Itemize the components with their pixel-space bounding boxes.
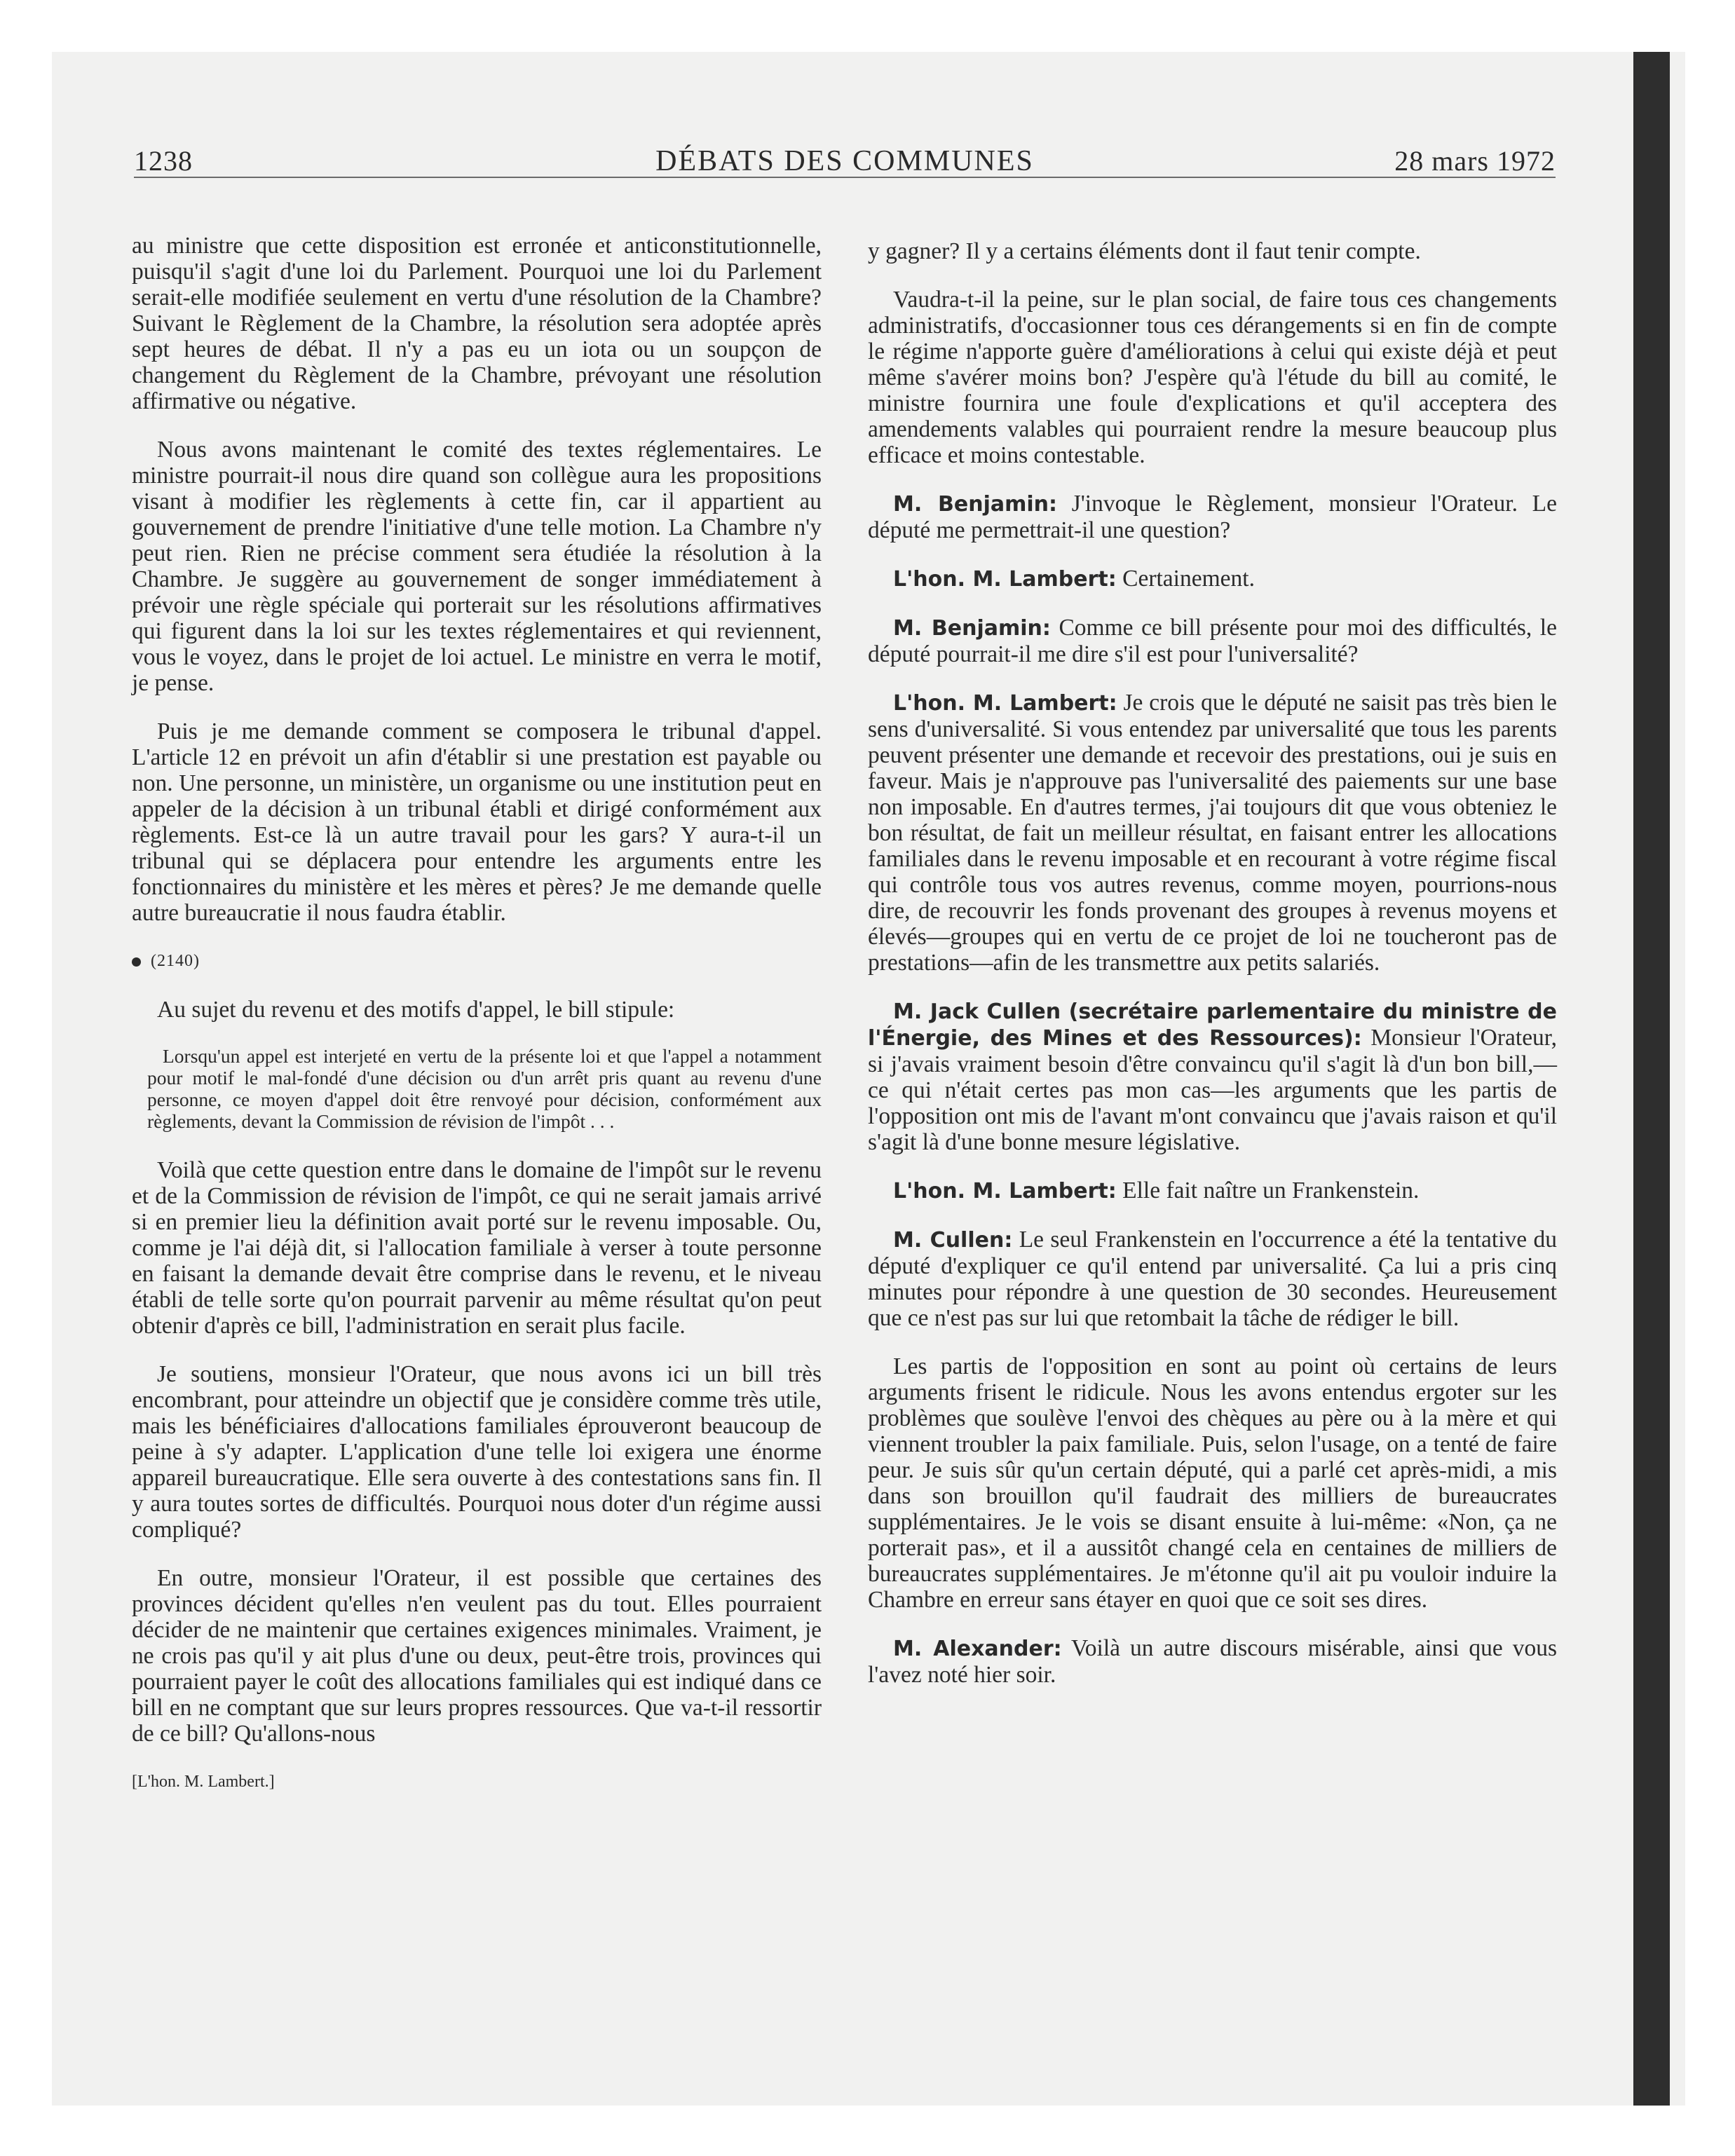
- paragraph: Vaudra-t-il la peine, sur le plan social, de faire tous ces changements administratifs, d'occasionner tous ces dérangements si en fin de compte le régime n'apporte guère d'améliorations à celui qui existe déjà et peut même s'avérer moins bon? J'espère qu'à l'étude du bill au comité, le ministre fournira une foule d'explications et qu'il acceptera des amendements valables qui pourraient rendre la mesure beaucoup plus efficace et moins contestable.: [868, 287, 1557, 468]
- speech-text: Voilà un autre discours misérable, ainsi que vous l'avez noté hier soir.: [868, 1635, 1557, 1688]
- paragraph: Nous avons maintenant le comité des textes réglementaires. Le ministre pourrait-il nous dire quand son collègue aura les propositions visant à modifier les règlements à cette fin, car il appartient au gouvernement de prendre l'initiative d'une telle motion. La Chambre n'y peut rien. Rien ne précise comment sera étudiée la résolution à la Chambre. Je suggère au gouvernement de songer immédiatement à prévoir une règle spéciale qui porterait sur les résolutions affirmatives qui figurent dans la loi sur les textes réglementaires et qui reviennent, vous le voyez, dans le projet de loi actuel. Le ministre en verra le motif, je pense.: [132, 437, 822, 696]
- block-quote: [147, 1045, 822, 1132]
- speech: [868, 998, 1557, 1155]
- paragraph: Au sujet du revenu et des motifs d'appel, le bill stipule:: [157, 997, 675, 1023]
- paragraph: au ministre que cette disposition est erronée et anticonstitutionnelle, puisqu'il s'agit d'une loi du Parlement. Pourquoi une loi du Parlement serait-elle modifiée seulement en vertu d'une résolution de la Chambre? Suivant le Règlement de la Chambre, la résolution sera adoptée après sept heures de débat. Il n'y a pas eu un iota ou un soupçon de changement du Règlement de la Chambre, prévoyant une résolution affirmative ou négative.: [132, 233, 822, 414]
- speech: [868, 1227, 1557, 1331]
- right-column: [868, 238, 1557, 1710]
- page-header: [134, 144, 1556, 185]
- speech: [868, 1178, 1557, 1204]
- left-column: [132, 233, 822, 1817]
- speaker-name: M. Jack Cullen (secrétaire parlementaire du ministre de l'Énergie, des Mines et des Ressources):: [868, 999, 1557, 1051]
- speech: [868, 615, 1557, 667]
- speech-text: Comme ce bill présente pour moi des difficultés, le député pourrait-il me dire s'il est pour l'universalité?: [868, 615, 1557, 667]
- scan-edge-shadow: [1633, 52, 1670, 2106]
- speech-text: Monsieur l'Orateur, si j'avais vraiment besoin d'être convaincu qu'il s'agit là d'un bon bill,—ce qui n'était certes pas mon cas—les arguments que les partis de l'opposition ont mis de l'avant m'ont convaincu que j'avais raison et qu'il s'agit là d'une bonne mesure législative.: [868, 1025, 1557, 1155]
- paragraph: Puis je me demande comment se composera le tribunal d'appel. L'article 12 en prévoit un afin d'établir si une prestation est payable ou non. Une personne, un ministère, un organisme ou une institution peut en appeler de la décision à un tribunal établi et dirigé conformément aux règlements. Est-ce là un autre travail pour les gars? Y aura-t-il un tribunal qui se déplacera pour entendre les arguments entre les fonctionnaires du ministère et les mères et pères? Je me demande quelle autre bureaucratie il nous faudra établir.: [132, 718, 822, 926]
- speaker-name: L'hon. M. Lambert:: [893, 1179, 1117, 1203]
- header-rule: [134, 177, 1556, 178]
- speaker-name: L'hon. M. Lambert:: [893, 691, 1117, 716]
- speaker-name: M. Benjamin:: [893, 492, 1058, 517]
- paragraph: En outre, monsieur l'Orateur, il est possible que certaines des provinces décident qu'elles n'en veulent pas du tout. Elles pourraient décider de ne maintenir que certaines exigences minimales. Vraiment, je ne crois pas qu'il y ait plus d'une ou deux, peut-être trois, provinces qui pourraient payer le coût des allocations familiales qui est indiqué dans ce bill en ne comptant que sur leurs propres ressources. Que va-t-il ressortir de ce bill? Qu'allons-nous: [132, 1565, 822, 1747]
- speech: [868, 566, 1557, 592]
- paragraph: Les partis de l'opposition en sont au point où certains de leurs arguments frisent le ridicule. Nous les avons entendus ergoter sur les problèmes que soulève l'envoi des chèques au père ou à la mère et qui viennent troubler la paix familiale. Puis, selon l'usage, on a tenté de faire peur. Je suis sûr qu'un certain député, qui a parlé cet après-midi, a mis dans son brouillon qu'il faudrait des milliers de bureaucrates supplémentaires. Je le vois se disant ensuite à lui-même: «Non, ça ne porterait pas», et il a aussitôt changé cela en centaines de milliers de bureaucrates supplémentaires. Je m'étonne qu'il ait pu vouloir induire la Chambre en erreur sans étayer en quoi que ce soit ses dires.: [868, 1353, 1557, 1613]
- bullet-icon: [132, 957, 141, 967]
- paragraph: Voilà que cette question entre dans le domaine de l'impôt sur le revenu et de la Commission de révision de l'impôt, ce qui ne serait jamais arrivé si en premier lieu la définition avait porté sur le revenu imposable. Ou, comme je l'ai déjà dit, si l'allocation familiale à verser à toute personne en faisant la demande devait être comprise dans le revenu, et le niveau établi de telle sorte qu'on pourrait parvenir au même résultat qu'on peut obtenir d'après ce bill, l'administration en serait plus facile.: [132, 1157, 822, 1339]
- speaker-name: L'hon. M. Lambert:: [893, 567, 1117, 592]
- paragraph: Je soutiens, monsieur l'Orateur, que nous avons ici un bill très encombrant, pour atteindre un objectif que je considère comme très utile, mais les bénéficiaires d'allocations familiales éprouveront beaucoup de peine à s'y adapter. L'application d'une telle loi exigera une énorme appareil bureaucratique. Elle sera ouverte à des contestations sans fin. Il y aura toutes sortes de difficultés. Pourquoi nous doter d'un régime aussi compliqué?: [132, 1361, 822, 1543]
- speech-text: Elle fait naître un Frankenstein.: [1122, 1178, 1420, 1203]
- speech-text: Je crois que le député ne saisit pas très bien le sens d'universalité. Si vous entendez par universalité que tous les parents peuvent présenter une demande et recevoir des prestations, oui je suis en faveur. Mais je n'approuve pas l'universalité des paiements sur une base non imposable. En d'autres termes, j'ai toujours dit que vous obteniez le bon résultat, de fait un meilleur résultat, en faisant entrer les allocations familiales dans le revenu imposable et en recourant à votre régime fiscal qui contrôle tous vos autres revenus, comme moyen, pourrions-nous dire, de recouvrir les fonds provenant des groupes à revenus moyens et élevés—groupes qui en vertu de ce projet de loi ne toucheront pas de prestations—afin de les transmettre aux petits salariés.: [868, 690, 1557, 976]
- speech-text: J'invoque le Règlement, monsieur l'Orateur. Le député me permettrait-il une question?: [868, 491, 1557, 543]
- speech-text: Certainement.: [1122, 566, 1255, 592]
- publication-title: DÉBATS DES COMMUNES: [655, 145, 1034, 177]
- paragraph: y gagner? Il y a certains éléments dont il faut tenir compte.: [868, 238, 1421, 264]
- time-marker-label: (2140): [151, 952, 200, 970]
- speech: [868, 1635, 1557, 1688]
- speech: [868, 690, 1557, 976]
- publication-date: 28 mars 1972: [1394, 145, 1556, 177]
- speaker-attribution: [L'hon. M. Lambert.]: [132, 1773, 275, 1791]
- speaker-name: M. Cullen:: [893, 1228, 1013, 1253]
- speech-text: Le seul Frankenstein en l'occurrence a été la tentative du député d'expliquer ce qu'il entend par universalité. Ça lui a pris cinq minutes pour répondre à une question de 30 secondes. Heureusement que ce n'est pas sur lui que retombait la tâche de rédiger le bill.: [868, 1227, 1558, 1331]
- time-marker: [132, 948, 822, 974]
- speaker-name: M. Benjamin:: [893, 616, 1051, 641]
- speaker-name: M. Alexander:: [893, 1637, 1062, 1661]
- quote-text: Lorsqu'un appel est interjeté en vertu de la présente loi et que l'appel a notamment pour motif le mal-fondé d'une décision ou d'un arrêt pris quant au revenu d'une personne, ce moyen d'appel doit être renvoyé pour décision, conformément aux règlements, devant la Commission de révision de l'impôt . . .: [147, 1045, 822, 1132]
- speech: [868, 491, 1557, 543]
- page-number: 1238: [134, 145, 193, 177]
